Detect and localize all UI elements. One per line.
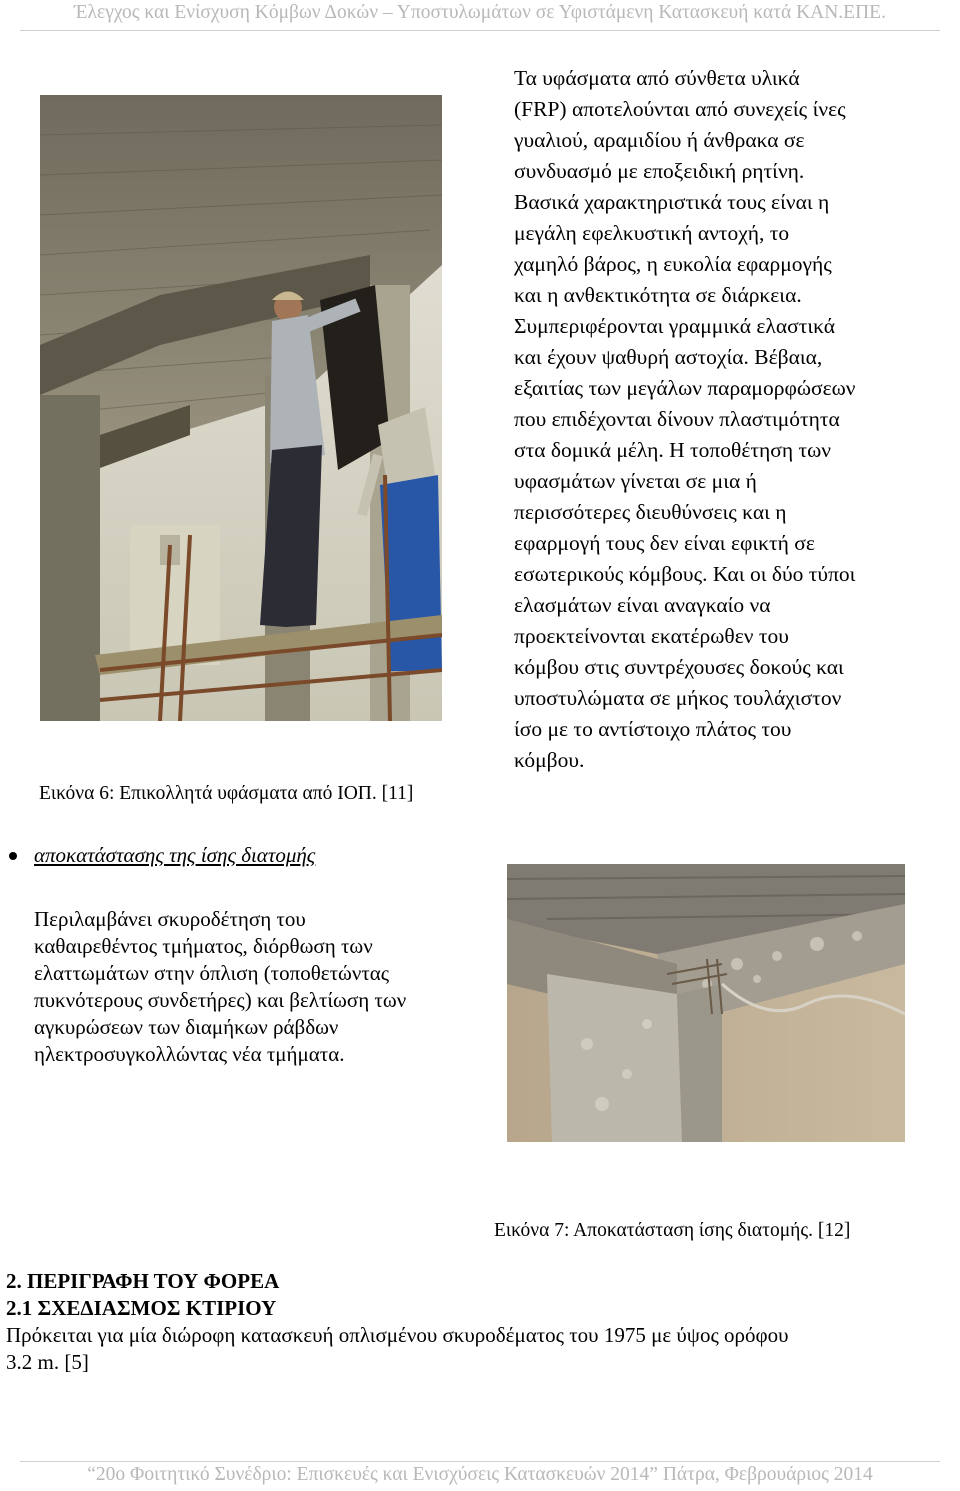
figure7-photo [507, 864, 905, 1142]
text-line: συνδυασμό με εποξειδική ρητίνη. [514, 159, 805, 183]
figure6-photo [40, 95, 442, 721]
text-line: ελαττωμάτων στην όπλιση (τοποθετώντας [34, 961, 390, 985]
text-line: υφασμάτων γίνεται σε μια ή [514, 469, 757, 493]
text-line: (FRP) αποτελούνται από συνεχείς ίνες [514, 97, 846, 121]
text-line: γυαλιού, αραμιδίου ή άνθρακα σε [514, 128, 805, 152]
text-line: μεγάλη εφελκυστική αντοχή, το [514, 221, 790, 245]
section-text-line: Πρόκειται για μία διώροφη κατασκευή οπλισμένου σκυροδέματος του 1975 με ύψος ορόφου [6, 1323, 789, 1347]
text-line: και έχουν ψαθυρή αστοχία. Βέβαια, [514, 345, 823, 369]
text-line: κόμβου στις συντρέχουσες δοκούς και [514, 655, 844, 679]
text-line: ελασμάτων είναι αναγκαίο να [514, 593, 771, 617]
text-line: αγκυρώσεων των διαμήκων ράβδων [34, 1015, 339, 1039]
section-text-line: 3.2 m. [5] [6, 1350, 89, 1374]
figure6-caption: Εικόνα 6: Επικολλητά υφάσματα από ΙΟΠ. [11] [39, 783, 414, 804]
text-line: υποστυλώματα σε μήκος τουλάχιστον [514, 686, 842, 710]
running-header: Έλεγχος και Ενίσχυση Κόμβων Δοκών – Υποστυλωμάτων σε Υφιστάμενη Κατασκευή κατά ΚΑΝ.ΕΠΕ. [74, 2, 886, 23]
running-footer: “20ο Φοιτητικό Συνέδριο: Επισκευές και Ενισχύσεις Κατασκευών 2014” Πάτρα, Φεβρουάριος 2014 [87, 1464, 873, 1485]
text-line: στα δομικά μέλη. Η τοποθέτηση των [514, 438, 831, 462]
text-line: Τα υφάσματα από σύνθετα υλικά [514, 66, 800, 90]
text-line: ίσο με το αντίστοιχο πλάτος του [514, 717, 792, 741]
bullet-heading: αποκατάστασης της ίσης διατομής [34, 843, 316, 867]
text-line: προεκτείνονται εκατέρωθεν του [514, 624, 789, 648]
text-line: περισσότερες διευθύνσεις και η [514, 500, 787, 524]
restoration-paragraph [34, 906, 463, 1068]
bullet-icon [9, 852, 17, 860]
text-line: που επιδέχονται δίνουν πλαστιμότητα [514, 407, 840, 431]
header-divider [20, 30, 940, 31]
text-line: Συμπεριφέρονται γραμμικά ελαστικά [514, 314, 836, 338]
text-line: και η ανθεκτικότητα σε διάρκεια. [514, 283, 802, 307]
subsection-heading: 2.1 ΣΧΕΔΙΑΣΜΟΣ ΚΤΙΡΙΟΥ [6, 1296, 277, 1320]
frp-paragraph [514, 63, 891, 776]
text-line: ηλεκτροσυγκολλώντας νέα τμήματα. [34, 1042, 345, 1066]
text-line: Βασικά χαρακτηριστικά τους είναι η [514, 190, 830, 214]
text-line: εξαιτίας των μεγάλων παραμορφώσεων [514, 376, 856, 400]
text-line: πυκνότερους συνδετήρες) και βελτίωση των [34, 988, 407, 1012]
footer-divider [20, 1461, 940, 1462]
text-line: εφαρμογή τους δεν είναι εφικτή σε [514, 531, 815, 555]
text-line: Περιλαμβάνει σκυροδέτηση του [34, 907, 306, 931]
section-heading: 2. ΠΕΡΙΓΡΑΦΗ ΤΟΥ ΦΟΡΕΑ [6, 1269, 280, 1293]
text-line: καθαιρεθέντος τμήματος, διόρθωση των [34, 934, 373, 958]
text-line: χαμηλό βάρος, η ευκολία εφαρμογής [514, 252, 832, 276]
figure7-caption: Εικόνα 7: Αποκατάσταση ίσης διατομής. [12] [494, 1220, 851, 1241]
text-line: εσωτερικούς κόμβους. Και οι δύο τύποι [514, 562, 856, 586]
text-line: κόμβου. [514, 748, 585, 772]
